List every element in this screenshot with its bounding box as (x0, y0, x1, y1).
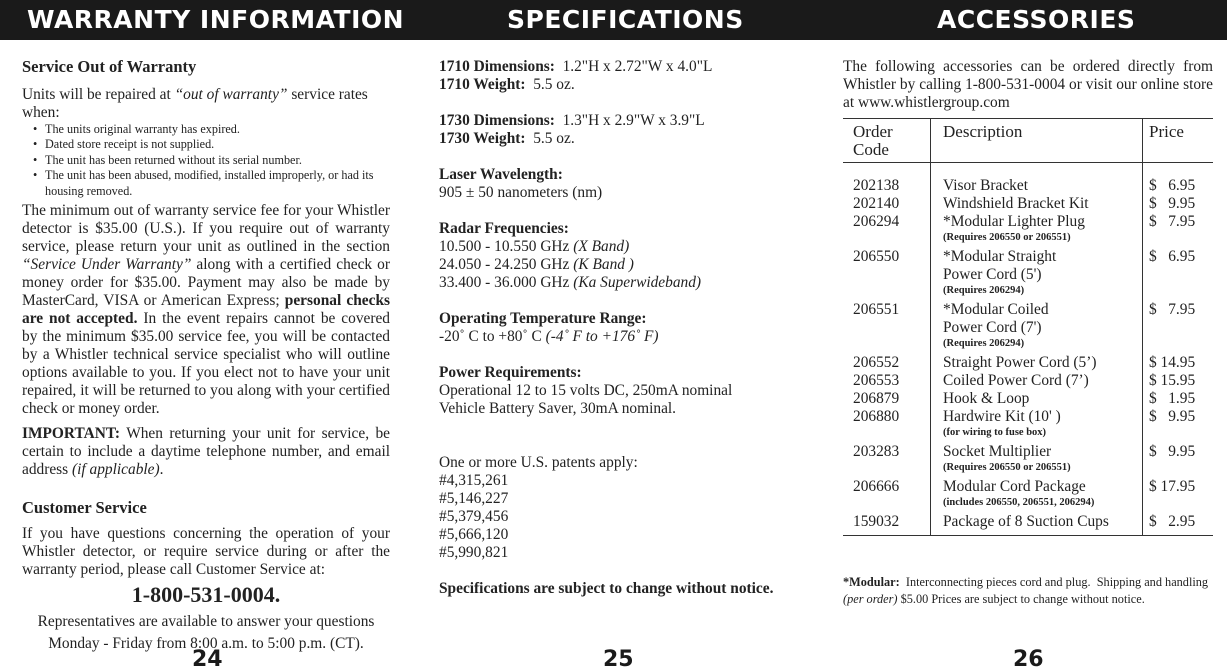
service-hours: Monday - Friday from 8:00 a.m. to 5:00 p.m. (CT). (48, 635, 364, 653)
customer-service-phone: 1-800-531-0004. (131, 582, 281, 608)
order-code: 206553 (843, 372, 931, 390)
description-cell (931, 513, 1143, 531)
spec-radar: Radar Frequencies: 10.500 - 10.550 GHz (X Band) 24.050 - 24.250 GHz (K Band ) 33.400 - 36.000 GHz (Ka Superwideband) (439, 220, 702, 291)
price: $ 7.95 (1143, 213, 1214, 244)
description: Socket Multiplier (943, 443, 1052, 460)
accessories-intro: The following accessories can be ordered directly from Whistler by calling 1-800-531-0004 or visit our online store at www.whistlergroup.com (843, 58, 1213, 111)
order-code: 206551 (843, 301, 931, 350)
column-header-price: Price (1143, 119, 1214, 163)
order-code: 206666 (843, 478, 931, 509)
column-header-order-code: Order Code (843, 119, 931, 163)
requirement-note: (Requires 206550 or 206551) (943, 462, 1071, 473)
description-cell (931, 408, 1143, 439)
modular-footnote: *Modular: Interconnecting pieces cord and plug. Shipping and handling (per order) $5.00 Prices are subject to change without notice. (843, 575, 1212, 606)
table-row (843, 248, 1213, 297)
table-row (843, 513, 1213, 531)
table-row (843, 354, 1213, 372)
price: $ 15.95 (1143, 372, 1214, 390)
table-row (843, 195, 1213, 213)
table-row (843, 478, 1213, 509)
requirement-note: (Requires 206294) (943, 338, 1025, 349)
table-row (843, 301, 1213, 350)
spec-laser: Laser Wavelength: 905 ± 50 nanometers (nm) (439, 166, 603, 201)
description-cell (931, 177, 1143, 195)
representatives-text: Representatives are available to answer your questions (37, 613, 375, 631)
order-code: 202138 (843, 177, 931, 195)
price: $ 14.95 (1143, 354, 1214, 372)
description-cell (931, 301, 1143, 350)
list-item: • The unit has been returned without its serial number. (22, 153, 390, 168)
table-row (843, 443, 1213, 474)
requirement-note: (for wiring to fuse box) (943, 427, 1047, 438)
requirement-note: (Requires 206294) (943, 285, 1025, 296)
price: $ 2.95 (1143, 513, 1214, 531)
price: $ 9.95 (1143, 408, 1214, 439)
out-of-warranty-title: Service Out of Warranty (22, 57, 197, 76)
order-code: 206552 (843, 354, 931, 372)
description: Hardwire Kit (10' ) (943, 408, 1061, 425)
price: $ 9.95 (1143, 443, 1214, 474)
specifications-header: SPECIFICATIONS (507, 5, 744, 34)
price: $ 9.95 (1143, 195, 1214, 213)
column-header-description: Description (931, 119, 1143, 163)
change-notice: Specifications are subject to change without notice. (439, 580, 774, 597)
specifications-column (439, 58, 799, 598)
price: $ 1.95 (1143, 390, 1214, 408)
description: *Modular Lighter Plug (943, 213, 1085, 230)
warranty-column (22, 58, 390, 653)
description-cell (931, 372, 1143, 390)
description: Straight Power Cord (5’) (943, 354, 1097, 371)
description-cell (931, 248, 1143, 297)
order-code: 159032 (843, 513, 931, 531)
list-item: • The unit has been abused, modified, installed improperly, or had its housing removed. (22, 168, 390, 199)
description-cell (931, 390, 1143, 408)
table-row (843, 372, 1213, 390)
order-code: 203283 (843, 443, 931, 474)
order-code: 206879 (843, 390, 931, 408)
description-cell (931, 443, 1143, 474)
order-code: 206880 (843, 408, 931, 439)
description-cell (931, 213, 1143, 244)
spec-temperature: Operating Temperature Range: -20˚ C to +80˚ C (-4˚ F to +176˚ F) (439, 310, 659, 345)
out-of-warranty-intro: Units will be repaired at “out of warranty” service rates when: (22, 86, 368, 121)
customer-service-title: Customer Service (22, 498, 147, 518)
price: $ 6.95 (1143, 248, 1214, 297)
patents: One or more U.S. patents apply: #4,315,261 #5,146,227 #5,379,456 #5,666,120 #5,990,821 (439, 454, 638, 561)
requirement-note: (includes 206550, 206551, 206294) (943, 497, 1095, 508)
table-row (843, 213, 1213, 244)
description: *Modular Straight Power Cord (5') (943, 248, 1057, 283)
page-number-26: 26 (1013, 647, 1044, 672)
spec-power: Power Requirements: Operational 12 to 15 volts DC, 250mA nominal Vehicle Battery Saver, 30mA nominal. (439, 364, 733, 417)
warranty-header: WARRANTY INFORMATION (27, 5, 405, 34)
description: Visor Bracket (943, 177, 1028, 194)
description-cell (931, 195, 1143, 213)
accessories-header: ACCESSORIES (937, 5, 1136, 34)
accessories-table (843, 118, 1213, 536)
page-number-25: 25 (603, 647, 634, 672)
price: $ 7.95 (1143, 301, 1214, 350)
description: *Modular Coiled Power Cord (7') (943, 301, 1049, 336)
list-item: • The units original warranty has expired. (22, 122, 390, 137)
service-fee-paragraph: The minimum out of warranty service fee for your Whistler detector is $35.00 (U.S.). If you require out of warranty service, please return your unit as outlined in the section “Service Under Warranty” along with a certified check or money order for $35.00. Payment may also be made by MasterCard, VISA or American Express; personal checks are not accepted. In the event repairs cannot be covered by the minimum $35.00 service fee, you will be contacted by a Whistler technical service specialist who will outline options available to you. If you elect not to have your unit repaired, it will be returned to you along with your certified check or money order. (22, 202, 390, 418)
warranty-conditions-list (22, 122, 390, 199)
table-row (843, 390, 1213, 408)
price: $ 6.95 (1143, 177, 1214, 195)
description: Modular Cord Package (943, 478, 1086, 495)
price: $ 17.95 (1143, 478, 1214, 509)
description: Windshield Bracket Kit (943, 195, 1089, 212)
important-note: IMPORTANT: When returning your unit for service, be certain to include a daytime telephone number, and email address (if applicable). (22, 425, 390, 479)
page-number-24: 24 (192, 647, 223, 672)
description: Hook & Loop (943, 390, 1030, 407)
table-row (843, 177, 1213, 195)
spec-1710: 1710 Dimensions: 1.2"H x 2.72"W x 4.0"L 1710 Weight: 5.5 oz. (439, 58, 713, 93)
order-code: 206294 (843, 213, 931, 244)
order-code: 202140 (843, 195, 931, 213)
order-code: 206550 (843, 248, 931, 297)
list-item: • Dated store receipt is not supplied. (22, 137, 390, 152)
description: Package of 8 Suction Cups (943, 513, 1109, 530)
description-cell (931, 478, 1143, 509)
spec-1730: 1730 Dimensions: 1.3"H x 2.9"W x 3.9"L 1730 Weight: 5.5 oz. (439, 112, 705, 147)
accessories-column (843, 58, 1213, 606)
description: Coiled Power Cord (7’) (943, 372, 1089, 389)
description-cell (931, 354, 1143, 372)
requirement-note: (Requires 206550 or 206551) (943, 232, 1071, 243)
customer-service-text: If you have questions concerning the operation of your Whistler detector, or require service during or after the warranty period, please call Customer Service at: (22, 525, 390, 579)
table-row (843, 408, 1213, 439)
